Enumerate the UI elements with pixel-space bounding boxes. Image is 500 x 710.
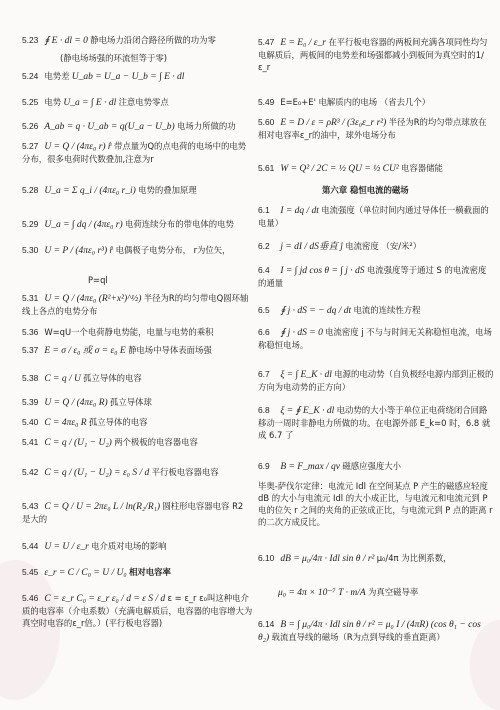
formula-text: 孤立导体的电容: [88, 417, 148, 427]
formula-text: E=E₀+E' 电解质内的电场 （省去几个）: [280, 97, 431, 107]
formula-math: E = σ / ε₀ 或 σ = ε₀ E: [44, 346, 126, 356]
formula-number: 5.42: [22, 467, 39, 477]
formula-row: [258, 96, 430, 108]
formula-row: [258, 552, 494, 565]
formula-text: P=ql: [88, 275, 108, 285]
formula-math: U = P / (4πε₀ r³) r̂: [44, 246, 114, 256]
formula-text: 电偶极子电势分布， r为位矢，: [115, 245, 231, 255]
formula-number: 5.46: [22, 593, 39, 603]
formula-number: 5.25: [22, 97, 39, 107]
formula-row: [258, 204, 494, 229]
formula-math: ξ = ∫ E_K · dl: [280, 370, 332, 380]
formula-math: ξ = ∮ E_K · dl: [280, 406, 335, 416]
formula-math: E = D / ε = ρR³ / (3ε₀ε_r r²): [280, 118, 387, 128]
formula-number: 5.60: [258, 117, 275, 127]
formula-text: 静电场力沿闭合路径所做的功为零: [90, 35, 216, 45]
formula-math: U_ab = U_a − U_b = ∫ E · dl: [71, 72, 185, 82]
formula-math: U_a = ∫ dq / (4πε₀ r): [44, 220, 123, 230]
formula-row: [22, 436, 198, 449]
formula-math: U = Q / (4πε₀ (R²+x²)^½): [44, 294, 142, 304]
formula-text: 注意电势零点: [118, 97, 169, 107]
formula-text: 电流的连续性方程: [353, 305, 421, 315]
formula-math: ∮ j · dS = 0: [280, 328, 323, 338]
formula-row: [258, 240, 421, 253]
paragraph: [258, 480, 494, 528]
formula-math: U = U / ε_r: [44, 542, 89, 552]
formula-text: 圆柱形电容器电容 R2 是大的: [22, 501, 244, 524]
formula-text: 电流密度 j 不与与时间无关称稳恒电流，电场称稳恒电场。: [258, 327, 492, 350]
formula-row: [22, 70, 184, 83]
formula-math: E = E₀ / ε_r: [280, 38, 326, 48]
formula-row: [22, 592, 254, 629]
formula-number: 6.14: [258, 619, 275, 629]
paragraph-text: 毕奥-萨伐尔定律：电流元 Idl 在空间某点 P 产生的磁感应轻度 dB 的大小与电流元 Idl 的大小成正比，与电流元和电流元到 P 电的位矢 r 之间的夹角的正弦成正比，与电流元到 P 点的距离 r 的二次方成反比。: [258, 481, 493, 527]
formula-text: 电荷连续分布的带电体的电势: [125, 219, 234, 229]
formula-text: 带点量为Q的点电荷的电场中的电势分布，很多电荷时代数叠加,注意为r: [22, 141, 247, 164]
formula-prefix: 电势差: [44, 71, 70, 81]
formula-math: C = ε_r C₀ = ε_r ε₀ / d = ε S / d: [44, 594, 166, 604]
formula-text: 半径为R的均匀带点球放在相对电容率ε_r的油中，球外电场分布: [258, 117, 487, 140]
formula-text: 电介质对电场的影响: [91, 541, 167, 551]
formula-math: C = Q / U = 2πε₀ L / ln(R₂/R₁): [44, 502, 161, 512]
formula-text: 为真空磁导率: [367, 587, 419, 597]
formula-math: U = Q / (4πε₀ r) r̂: [44, 142, 112, 152]
formula-text: 相对电容率: [128, 567, 171, 577]
formula-text: 载流直导线的磁场（R为点到导线的垂直距离）: [271, 632, 445, 642]
formula-math: U = Q / (4πε₀ R): [44, 398, 108, 408]
formula-row: [22, 34, 216, 47]
formula-row: [22, 140, 254, 165]
formula-number: 5.27: [22, 141, 39, 151]
formula-text: 电流强度（单位时间内通过导体任一横截面的电量）: [258, 205, 489, 228]
formula-text: 孤立导体的电容: [83, 373, 142, 383]
formula-math: ∮ j · dS = − dq / dt: [280, 306, 352, 316]
formula-math: I = ∫ jd cos θ = ∫ j · dS: [280, 266, 365, 276]
formula-row: [22, 466, 219, 479]
formula-number: 5.47: [258, 37, 275, 47]
formula-row: [258, 304, 420, 317]
formula-row: [22, 372, 142, 385]
formula-row: [22, 566, 171, 579]
formula-prefix: 电势: [44, 97, 62, 107]
chapter-heading: [322, 184, 409, 196]
formula-text: μ₀/4π 为比例系数，: [376, 553, 452, 563]
formula-number: 5.39: [22, 397, 39, 407]
formula-text: (静电场场强的环流恒等于零): [60, 53, 168, 63]
formula-number: 6.4: [258, 265, 270, 275]
formula-row: [88, 274, 108, 286]
formula-row: [22, 292, 254, 317]
formula-row: [22, 540, 167, 553]
formula-number: 5.26: [22, 121, 39, 131]
formula-number: 5.29: [22, 219, 39, 229]
formula-number: 6.5: [258, 305, 270, 315]
formula-row: [258, 618, 494, 644]
formula-number: 6.9: [258, 461, 270, 471]
formula-row: [278, 586, 418, 599]
formula-row: [22, 120, 236, 133]
formula-math: C = q / (U₁ − U₂) = ε₀ S / d: [44, 468, 150, 478]
formula-math: U_a = ∫ E · dl: [63, 98, 117, 108]
formula-math: j = dI / dS垂直 ĵ: [280, 242, 343, 252]
formula-row: [22, 344, 212, 357]
formula-text: 磁感应强度大小: [342, 461, 401, 471]
formula-text: 电流强度等于通过 S 的电流密度的通量: [258, 265, 487, 288]
formula-text: 电场力所做的功: [176, 121, 236, 131]
formula-number: 5.40: [22, 417, 39, 427]
formula-number: 6.1: [258, 205, 270, 215]
formula-number: 6.7: [258, 369, 270, 379]
formula-text: 电动势的大小等于单位正电荷绕闭合回路移动一周时非静电力所做的功。在电源外部 E_k=0 时，6.8 就成 6.7 了: [258, 405, 491, 440]
formula-text: 平行板电容器电容: [151, 467, 219, 477]
formula-row: [22, 326, 213, 338]
formula-row: [258, 326, 494, 351]
formula-row: [22, 218, 234, 231]
formula-text: 电流密度 （安/米²）: [345, 241, 422, 251]
formula-math: dB = μ₀/4π · Idl sin θ / r²: [280, 554, 375, 564]
formula-math: W = Q² / 2C = ½ QU = ½ CU²: [280, 164, 399, 174]
formula-math: C = q / (U₁ − U₂): [44, 438, 112, 448]
formula-math: ∮ E · dl = 0: [44, 36, 88, 46]
formula-row: [22, 396, 152, 409]
formula-number: 5.28: [22, 185, 39, 195]
formula-math: C = q / U: [44, 374, 81, 384]
formula-row: [258, 36, 494, 73]
formula-number: 5.30: [22, 245, 39, 255]
formula-number: 5.43: [22, 501, 39, 511]
formula-text: 半径为R的均匀带电Q圆环轴线上各点的电势分布: [22, 293, 249, 316]
formula-row: [258, 116, 494, 141]
formula-math: B = F_max / qv: [280, 462, 341, 472]
formula-math: U_a = Σ q_i / (4πε₀ r_i): [44, 186, 136, 196]
formula-row: [258, 162, 443, 175]
formula-row: [22, 416, 148, 429]
formula-row: [258, 460, 401, 473]
formula-row: [22, 500, 254, 525]
formula-number: 6.6: [258, 327, 270, 337]
formula-math: B = ∫ μ₀/4π · Idl sin θ / r² = μ₀ I / (4πR) (cos θ₁ − cos θ₂): [258, 620, 481, 643]
formula-row: [60, 52, 167, 64]
formula-number: 5.36: [22, 327, 39, 337]
formula-text: 静电场中导体表面场强: [128, 345, 212, 355]
formula-text: ε = ε_r ε₀叫这种电介质的电容率（介电系数）（充满电解质后，电容器的电容增大为真空时电容的ε_r倍。）(平行板电容器): [22, 593, 253, 628]
formula-number: 5.38: [22, 373, 39, 383]
formula-number: 5.44: [22, 541, 39, 551]
formula-number: 5.23: [22, 35, 39, 45]
heading-text: 第六章 稳恒电流的磁场: [322, 185, 409, 195]
decor-blob-left: [0, 560, 60, 700]
formula-row: [258, 404, 494, 441]
formula-row: [258, 264, 494, 289]
formula-text: 电源的电动势（自负极经电源内部到正极的方向为电动势的正方向）: [258, 369, 494, 392]
formula-row: [22, 184, 197, 197]
formula-number: 6.10: [258, 553, 275, 563]
formula-math: I = dq / dt: [280, 206, 319, 216]
formula-text: 两个极板的电容器电容: [114, 437, 198, 447]
formula-number: 5.37: [22, 345, 39, 355]
formula-row: [22, 96, 169, 109]
formula-number: 5.61: [258, 163, 275, 173]
formula-number: 5.41: [22, 437, 39, 447]
formula-math: A_ab = q · U_ab = q(U_a − U_b): [44, 122, 175, 132]
formula-row: [22, 244, 231, 257]
formula-text: 在平行板电容器的两板间充满各项同性均匀电解质后，两板间的电势差和场强都减小到板间为真空时的1/ε_r: [258, 37, 488, 72]
formula-number: 6.2: [258, 241, 270, 251]
formula-row: [258, 368, 494, 393]
formula-text: 孤立导体球: [110, 397, 152, 407]
formula-number: 5.45: [22, 567, 39, 577]
formula-number: 5.49: [258, 97, 275, 107]
formula-text: 电容器储能: [401, 163, 443, 173]
formula-text: 电势的叠加原理: [138, 185, 197, 195]
formula-math: ε_r = C / C₀ = U / U₀: [44, 568, 127, 578]
formula-math: μ₀ = 4π × 10⁻⁷ T · m/A: [278, 588, 366, 598]
formula-number: 5.31: [22, 293, 39, 303]
formula-text: W=qU一个电荷静电势能，电量与电势的乘积: [44, 327, 214, 337]
formula-math: C = 4πε₀ R: [44, 418, 87, 428]
formula-number: 6.8: [258, 405, 270, 415]
formula-number: 5.24: [22, 71, 39, 81]
